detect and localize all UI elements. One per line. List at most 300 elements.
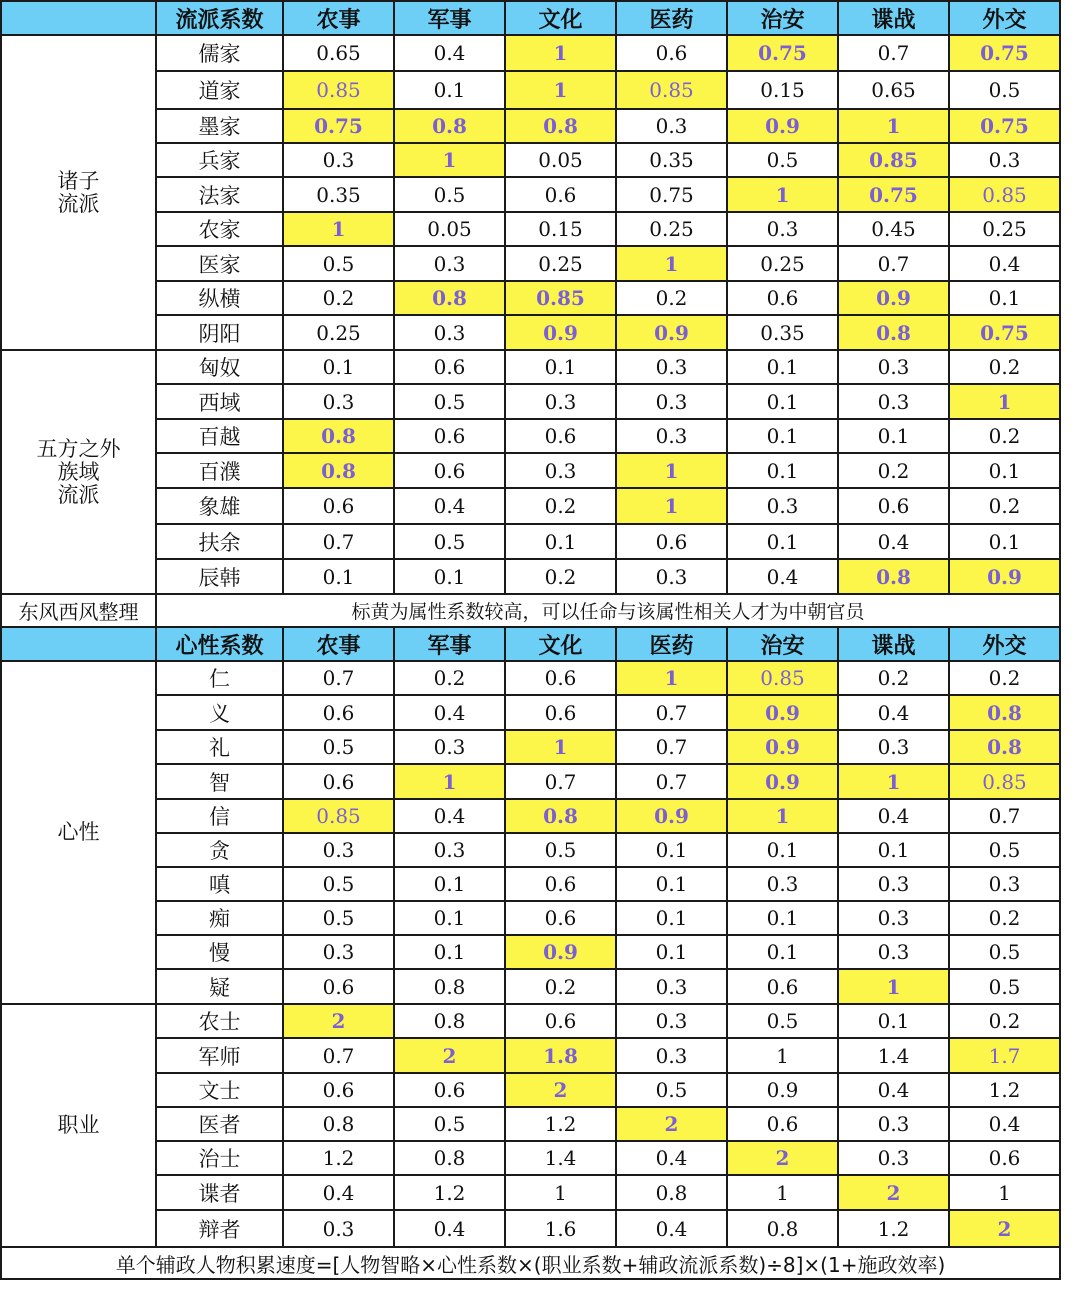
value-cell: 0.9 bbox=[616, 799, 727, 833]
value-cell: 0.8 bbox=[616, 1175, 727, 1210]
value-cell: 0.3 bbox=[838, 935, 949, 969]
value-cell: 1 bbox=[505, 1175, 616, 1210]
column-header-2: 文化 bbox=[505, 1, 616, 35]
value-cell: 0.3 bbox=[949, 867, 1060, 901]
table-row bbox=[1, 109, 1060, 143]
highlight-note: 标黄为属性系数较高，可以任命与该属性相关人才为中朝官员 bbox=[156, 594, 1060, 627]
value-cell: 0.4 bbox=[394, 1210, 505, 1247]
row-label: 文士 bbox=[156, 1073, 283, 1107]
value-cell: 1 bbox=[394, 143, 505, 177]
table-row bbox=[1, 799, 1060, 833]
value-cell: 0.6 bbox=[394, 1073, 505, 1107]
value-cell: 0.25 bbox=[505, 246, 616, 281]
row-label: 医家 bbox=[156, 246, 283, 281]
value-cell: 0.25 bbox=[727, 246, 838, 281]
table-row bbox=[1, 969, 1060, 1004]
school-header-row bbox=[1, 1, 1060, 35]
value-cell: 0.1 bbox=[616, 867, 727, 901]
value-cell: 0.3 bbox=[283, 1210, 394, 1247]
value-cell: 2 bbox=[838, 1175, 949, 1210]
value-cell: 0.7 bbox=[616, 730, 727, 764]
column-header-6: 外交 bbox=[949, 1, 1060, 35]
table-row bbox=[1, 488, 1060, 524]
value-cell: 0.1 bbox=[949, 524, 1060, 559]
value-cell: 0.3 bbox=[283, 935, 394, 969]
table-row bbox=[1, 350, 1060, 384]
value-cell: 0.9 bbox=[949, 559, 1060, 594]
value-cell: 0.5 bbox=[949, 71, 1060, 109]
value-cell: 0.15 bbox=[505, 212, 616, 246]
row-label: 礼 bbox=[156, 730, 283, 764]
value-cell: 0.7 bbox=[505, 764, 616, 799]
table-row bbox=[1, 246, 1060, 281]
value-cell: 0.6 bbox=[727, 969, 838, 1004]
value-cell: 1 bbox=[616, 661, 727, 695]
table-row bbox=[1, 1073, 1060, 1107]
row-label: 嗔 bbox=[156, 867, 283, 901]
table-row bbox=[1, 559, 1060, 594]
value-cell: 1 bbox=[727, 799, 838, 833]
row-label: 道家 bbox=[156, 71, 283, 109]
value-cell: 1 bbox=[727, 177, 838, 212]
value-cell: 0.5 bbox=[394, 384, 505, 419]
value-cell: 0.9 bbox=[505, 315, 616, 350]
value-cell: 0.2 bbox=[949, 901, 1060, 935]
value-cell: 0.6 bbox=[505, 1004, 616, 1038]
table-row bbox=[1, 419, 1060, 453]
value-cell: 0.6 bbox=[283, 1073, 394, 1107]
value-cell: 0.1 bbox=[838, 833, 949, 867]
value-cell: 0.5 bbox=[949, 935, 1060, 969]
value-cell: 1 bbox=[838, 764, 949, 799]
temperament-header-corner bbox=[1, 627, 156, 661]
value-cell: 0.4 bbox=[394, 488, 505, 524]
school-group-label-1 bbox=[1, 350, 156, 594]
table-row bbox=[1, 901, 1060, 935]
value-cell: 0.3 bbox=[727, 867, 838, 901]
value-cell: 0.1 bbox=[727, 350, 838, 384]
value-cell: 0.9 bbox=[727, 730, 838, 764]
value-cell: 1 bbox=[505, 71, 616, 109]
value-cell: 0.2 bbox=[838, 661, 949, 695]
value-cell: 0.3 bbox=[394, 730, 505, 764]
school-header-label: 流派系数 bbox=[156, 1, 283, 35]
value-cell: 0.35 bbox=[727, 315, 838, 350]
school-header-corner bbox=[1, 1, 156, 35]
value-cell: 0.25 bbox=[949, 212, 1060, 246]
value-cell: 0.75 bbox=[949, 109, 1060, 143]
row-label: 农士 bbox=[156, 1004, 283, 1038]
value-cell: 0.6 bbox=[283, 488, 394, 524]
row-label: 医者 bbox=[156, 1107, 283, 1141]
value-cell: 0.7 bbox=[616, 695, 727, 730]
value-cell: 1.6 bbox=[505, 1210, 616, 1247]
value-cell: 0.6 bbox=[505, 177, 616, 212]
value-cell: 0.75 bbox=[949, 315, 1060, 350]
value-cell: 0.4 bbox=[838, 1073, 949, 1107]
table-row bbox=[1, 453, 1060, 488]
value-cell: 0.8 bbox=[949, 695, 1060, 730]
value-cell: 0.3 bbox=[616, 419, 727, 453]
value-cell: 0.4 bbox=[283, 1175, 394, 1210]
temperament-header-label: 心性系数 bbox=[156, 627, 283, 661]
value-cell: 0.9 bbox=[727, 764, 838, 799]
table-row bbox=[1, 730, 1060, 764]
value-cell: 0.85 bbox=[283, 799, 394, 833]
value-cell: 0.7 bbox=[838, 35, 949, 71]
value-cell: 0.7 bbox=[283, 524, 394, 559]
value-cell: 0.8 bbox=[394, 281, 505, 315]
row-label: 农家 bbox=[156, 212, 283, 246]
value-cell: 1 bbox=[949, 384, 1060, 419]
value-cell: 0.65 bbox=[838, 71, 949, 109]
column-header-3: 医药 bbox=[616, 1, 727, 35]
value-cell: 0.1 bbox=[394, 935, 505, 969]
value-cell: 0.3 bbox=[949, 143, 1060, 177]
table-row bbox=[1, 1141, 1060, 1175]
row-label: 百越 bbox=[156, 419, 283, 453]
value-cell: 1 bbox=[394, 764, 505, 799]
value-cell: 0.4 bbox=[838, 695, 949, 730]
value-cell: 2 bbox=[505, 1073, 616, 1107]
value-cell: 0.8 bbox=[838, 559, 949, 594]
value-cell: 1 bbox=[505, 730, 616, 764]
value-cell: 0.1 bbox=[727, 524, 838, 559]
value-cell: 1 bbox=[838, 109, 949, 143]
table-row bbox=[1, 1107, 1060, 1141]
value-cell: 0.1 bbox=[727, 901, 838, 935]
value-cell: 0.5 bbox=[949, 969, 1060, 1004]
row-label: 阴阳 bbox=[156, 315, 283, 350]
column-header-2: 文化 bbox=[505, 627, 616, 661]
table-row bbox=[1, 1210, 1060, 1247]
author-credit: 东风西风整理 bbox=[1, 594, 156, 627]
value-cell: 0.5 bbox=[283, 246, 394, 281]
value-cell: 0.4 bbox=[838, 799, 949, 833]
value-cell: 0.5 bbox=[394, 1107, 505, 1141]
group-label-line: 流派 bbox=[57, 482, 100, 507]
table-row bbox=[1, 1038, 1060, 1073]
group-label-line: 流派 bbox=[57, 191, 100, 216]
value-cell: 0.6 bbox=[505, 419, 616, 453]
value-cell: 0.85 bbox=[727, 661, 838, 695]
value-cell: 0.1 bbox=[283, 559, 394, 594]
value-cell: 0.4 bbox=[727, 559, 838, 594]
value-cell: 1.2 bbox=[949, 1073, 1060, 1107]
value-cell: 0.6 bbox=[505, 867, 616, 901]
value-cell: 1 bbox=[838, 969, 949, 1004]
value-cell: 2 bbox=[283, 1004, 394, 1038]
value-cell: 0.9 bbox=[727, 1073, 838, 1107]
value-cell: 0.8 bbox=[394, 1004, 505, 1038]
row-label: 疑 bbox=[156, 969, 283, 1004]
value-cell: 0.8 bbox=[283, 419, 394, 453]
value-cell: 0.9 bbox=[727, 695, 838, 730]
value-cell: 0.8 bbox=[727, 1210, 838, 1247]
value-cell: 0.5 bbox=[283, 730, 394, 764]
table-row bbox=[1, 935, 1060, 969]
value-cell: 0.4 bbox=[394, 695, 505, 730]
value-cell: 1.8 bbox=[505, 1038, 616, 1073]
value-cell: 1 bbox=[949, 1175, 1060, 1210]
column-header-4: 治安 bbox=[727, 627, 838, 661]
value-cell: 0.6 bbox=[949, 1141, 1060, 1175]
table-row bbox=[1, 764, 1060, 799]
value-cell: 0.8 bbox=[394, 1141, 505, 1175]
value-cell: 1 bbox=[505, 35, 616, 71]
row-label: 百濮 bbox=[156, 453, 283, 488]
value-cell: 0.3 bbox=[616, 109, 727, 143]
column-header-5: 谍战 bbox=[838, 627, 949, 661]
value-cell: 0.3 bbox=[727, 488, 838, 524]
value-cell: 0.4 bbox=[394, 35, 505, 71]
row-label: 智 bbox=[156, 764, 283, 799]
value-cell: 0.1 bbox=[949, 281, 1060, 315]
value-cell: 0.85 bbox=[283, 71, 394, 109]
value-cell: 0.2 bbox=[838, 453, 949, 488]
value-cell: 0.6 bbox=[283, 695, 394, 730]
value-cell: 0.6 bbox=[727, 1107, 838, 1141]
row-label: 象雄 bbox=[156, 488, 283, 524]
value-cell: 0.1 bbox=[838, 1004, 949, 1038]
value-cell: 0.6 bbox=[283, 969, 394, 1004]
value-cell: 0.1 bbox=[616, 833, 727, 867]
value-cell: 0.7 bbox=[616, 764, 727, 799]
value-cell: 0.6 bbox=[616, 35, 727, 71]
table-row bbox=[1, 867, 1060, 901]
table-row bbox=[1, 695, 1060, 730]
value-cell: 0.8 bbox=[283, 1107, 394, 1141]
value-cell: 0.5 bbox=[727, 143, 838, 177]
value-cell: 0.3 bbox=[283, 833, 394, 867]
column-header-3: 医药 bbox=[616, 627, 727, 661]
value-cell: 2 bbox=[727, 1141, 838, 1175]
value-cell: 0.85 bbox=[838, 143, 949, 177]
column-header-0: 农事 bbox=[283, 1, 394, 35]
value-cell: 0.3 bbox=[838, 867, 949, 901]
row-label: 兵家 bbox=[156, 143, 283, 177]
value-cell: 0.3 bbox=[727, 212, 838, 246]
value-cell: 0.2 bbox=[616, 281, 727, 315]
temperament-group-label-0 bbox=[1, 661, 156, 1004]
value-cell: 0.3 bbox=[505, 384, 616, 419]
value-cell: 0.65 bbox=[283, 35, 394, 71]
value-cell: 0.3 bbox=[283, 143, 394, 177]
value-cell: 0.85 bbox=[616, 71, 727, 109]
value-cell: 0.3 bbox=[616, 1004, 727, 1038]
value-cell: 0.3 bbox=[838, 384, 949, 419]
table-row bbox=[1, 1175, 1060, 1210]
value-cell: 0.3 bbox=[394, 315, 505, 350]
value-cell: 0.85 bbox=[505, 281, 616, 315]
row-label: 慢 bbox=[156, 935, 283, 969]
table-row bbox=[1, 1004, 1060, 1038]
value-cell: 0.6 bbox=[505, 901, 616, 935]
value-cell: 0.6 bbox=[283, 764, 394, 799]
value-cell: 0.15 bbox=[727, 71, 838, 109]
row-label: 纵横 bbox=[156, 281, 283, 315]
value-cell: 0.5 bbox=[616, 1073, 727, 1107]
value-cell: 0.8 bbox=[283, 453, 394, 488]
table-row bbox=[1, 35, 1060, 71]
value-cell: 0.05 bbox=[394, 212, 505, 246]
value-cell: 0.2 bbox=[505, 488, 616, 524]
row-label: 痴 bbox=[156, 901, 283, 935]
value-cell: 0.35 bbox=[283, 177, 394, 212]
column-header-4: 治安 bbox=[727, 1, 838, 35]
column-header-1: 军事 bbox=[394, 627, 505, 661]
value-cell: 0.6 bbox=[394, 350, 505, 384]
group-label-line: 族域 bbox=[57, 459, 100, 484]
value-cell: 0.1 bbox=[505, 350, 616, 384]
temperament-group-label-1 bbox=[1, 1004, 156, 1247]
value-cell: 0.2 bbox=[949, 350, 1060, 384]
table-row bbox=[1, 661, 1060, 695]
value-cell: 0.75 bbox=[838, 177, 949, 212]
school-group-label-0 bbox=[1, 35, 156, 350]
value-cell: 0.3 bbox=[505, 453, 616, 488]
value-cell: 0.5 bbox=[505, 833, 616, 867]
row-label: 谍者 bbox=[156, 1175, 283, 1210]
value-cell: 0.85 bbox=[949, 764, 1060, 799]
row-label: 辩者 bbox=[156, 1210, 283, 1247]
table-row bbox=[1, 384, 1060, 419]
temperament-header-row bbox=[1, 627, 1060, 661]
row-label: 西域 bbox=[156, 384, 283, 419]
table-row bbox=[1, 833, 1060, 867]
group-label-line: 职业 bbox=[57, 1113, 100, 1137]
formula-text: 单个辅政人物积累速度=[人物智略×心性系数×(职业系数+辅政流派系数)÷8]×(1+施政效率) bbox=[1, 1247, 1060, 1279]
value-cell: 0.6 bbox=[505, 695, 616, 730]
value-cell: 0.9 bbox=[727, 109, 838, 143]
column-header-5: 谍战 bbox=[838, 1, 949, 35]
value-cell: 2 bbox=[394, 1038, 505, 1073]
table-row bbox=[1, 143, 1060, 177]
row-label: 儒家 bbox=[156, 35, 283, 71]
value-cell: 0.1 bbox=[727, 833, 838, 867]
value-cell: 0.4 bbox=[616, 1210, 727, 1247]
value-cell: 2 bbox=[616, 1107, 727, 1141]
value-cell: 0.3 bbox=[616, 969, 727, 1004]
value-cell: 1 bbox=[727, 1038, 838, 1073]
value-cell: 0.5 bbox=[283, 867, 394, 901]
value-cell: 0.7 bbox=[838, 246, 949, 281]
value-cell: 0.2 bbox=[949, 419, 1060, 453]
row-label: 信 bbox=[156, 799, 283, 833]
value-cell: 0.3 bbox=[616, 559, 727, 594]
value-cell: 0.6 bbox=[394, 453, 505, 488]
table-row bbox=[1, 524, 1060, 559]
table-row bbox=[1, 177, 1060, 212]
column-header-6: 外交 bbox=[949, 627, 1060, 661]
value-cell: 0.3 bbox=[616, 384, 727, 419]
value-cell: 0.7 bbox=[283, 661, 394, 695]
note-row bbox=[1, 594, 1060, 627]
row-label: 墨家 bbox=[156, 109, 283, 143]
value-cell: 0.2 bbox=[949, 488, 1060, 524]
value-cell: 0.8 bbox=[394, 969, 505, 1004]
table-row bbox=[1, 315, 1060, 350]
value-cell: 0.9 bbox=[505, 935, 616, 969]
value-cell: 0.25 bbox=[283, 315, 394, 350]
value-cell: 0.2 bbox=[394, 661, 505, 695]
value-cell: 0.75 bbox=[949, 35, 1060, 71]
value-cell: 0.45 bbox=[838, 212, 949, 246]
value-cell: 0.2 bbox=[949, 1004, 1060, 1038]
row-label: 军师 bbox=[156, 1038, 283, 1073]
value-cell: 0.25 bbox=[616, 212, 727, 246]
value-cell: 1.2 bbox=[838, 1210, 949, 1247]
value-cell: 0.1 bbox=[394, 71, 505, 109]
value-cell: 0.4 bbox=[616, 1141, 727, 1175]
value-cell: 0.7 bbox=[283, 1038, 394, 1073]
value-cell: 0.5 bbox=[949, 833, 1060, 867]
value-cell: 0.3 bbox=[394, 833, 505, 867]
value-cell: 0.8 bbox=[838, 315, 949, 350]
value-cell: 1 bbox=[616, 453, 727, 488]
value-cell: 1.4 bbox=[838, 1038, 949, 1073]
value-cell: 0.3 bbox=[394, 246, 505, 281]
value-cell: 0.6 bbox=[727, 281, 838, 315]
value-cell: 0.1 bbox=[727, 384, 838, 419]
row-label: 匈奴 bbox=[156, 350, 283, 384]
value-cell: 1.4 bbox=[505, 1141, 616, 1175]
value-cell: 0.6 bbox=[838, 488, 949, 524]
value-cell: 0.1 bbox=[727, 453, 838, 488]
value-cell: 2 bbox=[949, 1210, 1060, 1247]
value-cell: 0.4 bbox=[394, 799, 505, 833]
value-cell: 0.5 bbox=[394, 524, 505, 559]
value-cell: 0.8 bbox=[505, 109, 616, 143]
table-row bbox=[1, 281, 1060, 315]
value-cell: 0.05 bbox=[505, 143, 616, 177]
value-cell: 1.7 bbox=[949, 1038, 1060, 1073]
value-cell: 0.1 bbox=[727, 935, 838, 969]
value-cell: 0.1 bbox=[838, 419, 949, 453]
value-cell: 0.85 bbox=[949, 177, 1060, 212]
row-label: 义 bbox=[156, 695, 283, 730]
row-label: 辰韩 bbox=[156, 559, 283, 594]
value-cell: 0.1 bbox=[394, 559, 505, 594]
value-cell: 1 bbox=[616, 488, 727, 524]
value-cell: 1.2 bbox=[394, 1175, 505, 1210]
value-cell: 0.9 bbox=[616, 315, 727, 350]
row-label: 贪 bbox=[156, 833, 283, 867]
row-label: 治士 bbox=[156, 1141, 283, 1175]
value-cell: 0.3 bbox=[838, 730, 949, 764]
value-cell: 0.1 bbox=[394, 901, 505, 935]
value-cell: 0.3 bbox=[838, 1141, 949, 1175]
value-cell: 0.5 bbox=[727, 1004, 838, 1038]
group-label-line: 诸子 bbox=[57, 168, 100, 193]
value-cell: 1.2 bbox=[283, 1141, 394, 1175]
value-cell: 0.75 bbox=[616, 177, 727, 212]
value-cell: 0.75 bbox=[727, 35, 838, 71]
value-cell: 0.3 bbox=[283, 384, 394, 419]
value-cell: 0.1 bbox=[727, 419, 838, 453]
value-cell: 0.5 bbox=[394, 177, 505, 212]
value-cell: 0.1 bbox=[616, 935, 727, 969]
value-cell: 0.8 bbox=[505, 799, 616, 833]
group-label-line: 五方之外 bbox=[36, 436, 121, 461]
value-cell: 0.1 bbox=[505, 524, 616, 559]
value-cell: 0.75 bbox=[283, 109, 394, 143]
value-cell: 0.8 bbox=[949, 730, 1060, 764]
value-cell: 0.4 bbox=[949, 246, 1060, 281]
value-cell: 0.35 bbox=[616, 143, 727, 177]
value-cell: 0.2 bbox=[505, 969, 616, 1004]
value-cell: 0.7 bbox=[949, 799, 1060, 833]
